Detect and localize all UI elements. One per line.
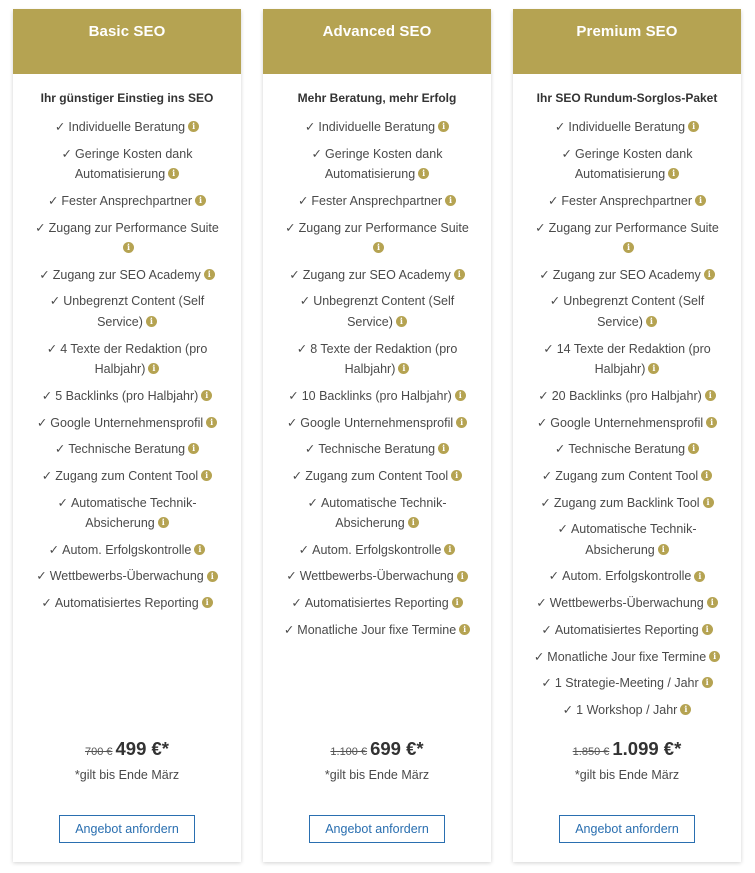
info-icon[interactable]: i xyxy=(451,470,462,481)
feature-label: Zugang zur SEO Academy xyxy=(552,267,701,282)
feature-label: Fester Ansprechpartner xyxy=(311,193,443,208)
feature-label: Zugang zum Content Tool xyxy=(555,468,699,483)
feature-label: Autom. Erfolgskontrolle xyxy=(312,542,442,557)
feature-label: Monatliche Jour fixe Termine xyxy=(547,649,707,664)
feature-item xyxy=(523,439,731,460)
check-icon: ✓ xyxy=(286,569,297,584)
info-icon[interactable]: i xyxy=(703,497,714,508)
feature-item xyxy=(523,291,731,332)
feature-label: Unbegrenzt Content (Self Service) xyxy=(313,294,455,329)
check-icon: ✓ xyxy=(39,267,50,282)
price-note: *gilt bis Ende März xyxy=(74,768,180,782)
check-icon: ✓ xyxy=(297,193,309,208)
feature-label: 1 Strategie-Meeting / Jahr xyxy=(554,676,699,691)
feature-item xyxy=(273,466,481,487)
feature-item xyxy=(523,218,731,259)
price-line xyxy=(13,738,241,764)
info-icon[interactable]: i xyxy=(454,269,465,280)
feature-item xyxy=(523,413,731,434)
pricing-block xyxy=(13,738,241,782)
feature-item xyxy=(523,519,731,560)
info-icon[interactable]: i xyxy=(694,571,705,582)
feature-item xyxy=(273,191,481,212)
check-icon: ✓ xyxy=(299,294,311,309)
feature-item xyxy=(23,386,231,407)
feature-label: Unbegrenzt Content (Self Service) xyxy=(63,294,205,329)
feature-item xyxy=(23,466,231,487)
feature-label: Zugang zum Content Tool xyxy=(305,468,449,483)
request-offer-button[interactable]: Angebot anfordern xyxy=(559,815,695,843)
feature-item xyxy=(273,339,481,380)
info-icon[interactable]: i xyxy=(452,597,463,608)
info-icon[interactable]: i xyxy=(188,121,199,132)
feature-label: Wettbewerbs-Überwachung xyxy=(299,569,454,584)
check-icon: ✓ xyxy=(54,120,66,134)
feature-item xyxy=(23,117,231,138)
feature-label: Google Unternehmensprofil xyxy=(300,415,454,430)
feature-item xyxy=(523,673,731,694)
check-icon: ✓ xyxy=(54,442,66,457)
feature-label: Unbegrenzt Content (Self Service) xyxy=(563,294,705,329)
check-icon: ✓ xyxy=(296,341,308,356)
info-icon[interactable]: i xyxy=(623,242,634,253)
check-icon: ✓ xyxy=(288,388,299,403)
info-icon[interactable]: i xyxy=(702,677,713,688)
feature-list xyxy=(13,117,241,614)
feature-label: Automatische Technik-Absicherung xyxy=(70,495,197,531)
feature-item xyxy=(273,620,481,641)
feature-item xyxy=(23,291,231,332)
feature-item xyxy=(23,265,231,286)
feature-item xyxy=(523,493,731,514)
info-icon[interactable]: i xyxy=(695,195,706,206)
plan-card-advanced xyxy=(263,10,491,862)
check-icon: ✓ xyxy=(304,120,316,134)
check-icon: ✓ xyxy=(286,415,298,430)
feature-label: Automatisiertes Reporting xyxy=(554,622,699,637)
check-icon: ✓ xyxy=(539,267,550,282)
feature-label: Individuelle Beratung xyxy=(318,120,436,134)
current-price: 1.099 €* xyxy=(612,738,682,759)
info-icon[interactable]: i xyxy=(158,517,169,528)
feature-item xyxy=(523,593,731,614)
info-icon[interactable]: i xyxy=(408,517,419,528)
check-icon: ✓ xyxy=(291,596,302,611)
feature-label: Automatische Technik-Absicherung xyxy=(320,495,447,531)
check-icon: ✓ xyxy=(561,146,573,161)
check-icon: ✓ xyxy=(48,542,60,557)
plan-title: Advanced SEO xyxy=(322,23,432,40)
feature-list xyxy=(513,117,741,720)
plan-header xyxy=(263,9,491,74)
check-icon: ✓ xyxy=(283,622,295,637)
feature-label: 14 Texte der Redaktion (pro Halbjahr) xyxy=(556,341,711,377)
plan-card-premium xyxy=(513,10,741,862)
check-icon: ✓ xyxy=(285,220,296,235)
old-price: 700 € xyxy=(84,746,113,758)
info-icon[interactable]: i xyxy=(168,168,179,179)
feature-item xyxy=(273,291,481,332)
check-icon: ✓ xyxy=(36,569,47,584)
info-icon[interactable]: i xyxy=(194,544,205,555)
feature-item xyxy=(273,144,481,185)
feature-label: Individuelle Beratung xyxy=(568,120,686,134)
check-icon: ✓ xyxy=(57,495,68,510)
check-icon: ✓ xyxy=(547,193,559,208)
info-icon[interactable]: i xyxy=(658,544,669,555)
check-icon: ✓ xyxy=(47,193,59,208)
feature-item xyxy=(523,339,731,380)
pricing-block xyxy=(263,738,491,782)
check-icon: ✓ xyxy=(49,294,61,309)
check-icon: ✓ xyxy=(35,220,46,235)
feature-label: Fester Ansprechpartner xyxy=(561,193,693,208)
check-icon: ✓ xyxy=(291,468,303,483)
feature-label: Automatisiertes Reporting xyxy=(304,596,449,611)
feature-item xyxy=(23,144,231,185)
feature-item xyxy=(273,265,481,286)
feature-label: Geringe Kosten dank Automatisierung xyxy=(324,146,443,182)
feature-label: Zugang zum Content Tool xyxy=(55,468,199,483)
info-icon[interactable]: i xyxy=(646,316,657,327)
current-price: 699 €* xyxy=(370,738,424,759)
feature-label: Geringe Kosten dank Automatisierung xyxy=(74,146,193,182)
info-icon[interactable]: i xyxy=(688,443,699,454)
info-icon[interactable]: i xyxy=(702,624,713,635)
feature-item xyxy=(523,144,731,185)
feature-label: Technische Beratung xyxy=(568,442,686,457)
feature-item xyxy=(273,493,481,534)
feature-label: 1 Workshop / Jahr xyxy=(576,702,678,717)
feature-item xyxy=(23,191,231,212)
feature-item xyxy=(523,566,731,587)
check-icon: ✓ xyxy=(61,146,73,161)
check-icon: ✓ xyxy=(562,702,574,717)
feature-label: Autom. Erfolgskontrolle xyxy=(562,569,692,584)
feature-item xyxy=(273,540,481,561)
plan-tagline: Mehr Beratung, mehr Erfolg xyxy=(297,91,457,105)
check-icon: ✓ xyxy=(535,220,546,235)
check-icon: ✓ xyxy=(557,522,568,537)
check-icon: ✓ xyxy=(307,495,318,510)
check-icon: ✓ xyxy=(311,146,323,161)
feature-label: Zugang zur Performance Suite xyxy=(298,220,469,235)
check-icon: ✓ xyxy=(41,596,52,611)
feature-label: Fester Ansprechpartner xyxy=(61,193,193,208)
feature-label: 10 Backlinks (pro Halbjahr) xyxy=(301,388,452,403)
info-icon[interactable]: i xyxy=(459,624,470,635)
feature-label: Geringe Kosten dank Automatisierung xyxy=(574,146,693,182)
info-icon[interactable]: i xyxy=(396,316,407,327)
info-icon[interactable]: i xyxy=(207,571,218,582)
feature-item xyxy=(273,566,481,587)
info-icon[interactable]: i xyxy=(398,363,409,374)
info-icon[interactable]: i xyxy=(709,651,720,662)
feature-label: Zugang zur Performance Suite xyxy=(48,220,219,235)
feature-item xyxy=(273,439,481,460)
feature-item xyxy=(523,386,731,407)
current-price: 499 €* xyxy=(115,738,170,759)
check-icon: ✓ xyxy=(540,495,551,510)
check-icon: ✓ xyxy=(41,468,53,483)
feature-label: 20 Backlinks (pro Halbjahr) xyxy=(551,388,702,403)
info-icon[interactable]: i xyxy=(204,269,215,280)
plan-header xyxy=(13,9,241,74)
info-icon[interactable]: i xyxy=(648,363,659,374)
feature-item xyxy=(273,593,481,614)
feature-item xyxy=(523,620,731,641)
check-icon: ✓ xyxy=(533,649,545,664)
feature-item xyxy=(23,493,231,534)
feature-item xyxy=(273,386,481,407)
info-icon[interactable]: i xyxy=(438,121,449,132)
info-icon[interactable]: i xyxy=(123,242,134,253)
old-price: 1.850 € xyxy=(572,746,610,758)
check-icon: ✓ xyxy=(541,676,552,691)
feature-item xyxy=(273,218,481,259)
feature-label: Zugang zum Backlink Tool xyxy=(553,495,700,510)
info-icon[interactable]: i xyxy=(706,417,717,428)
feature-label: Autom. Erfolgskontrolle xyxy=(62,542,192,557)
feature-item xyxy=(23,339,231,380)
feature-item xyxy=(23,218,231,259)
feature-label: 4 Texte der Redaktion (pro Halbjahr) xyxy=(60,341,208,377)
feature-item xyxy=(523,117,731,138)
info-icon[interactable]: i xyxy=(373,242,384,253)
info-icon[interactable]: i xyxy=(688,121,699,132)
check-icon: ✓ xyxy=(548,569,560,584)
feature-item xyxy=(523,700,731,721)
plan-tagline: Ihr SEO Rundum-Sorglos-Paket xyxy=(536,91,718,105)
check-icon: ✓ xyxy=(549,294,561,309)
feature-label: 8 Texte der Redaktion (pro Halbjahr) xyxy=(310,341,458,377)
info-icon[interactable]: i xyxy=(201,470,212,481)
check-icon: ✓ xyxy=(36,415,48,430)
pricing-block xyxy=(513,738,741,782)
info-icon[interactable]: i xyxy=(704,269,715,280)
check-icon: ✓ xyxy=(46,341,58,356)
check-icon: ✓ xyxy=(554,442,566,457)
feature-label: Automatisiertes Reporting xyxy=(54,596,199,611)
check-icon: ✓ xyxy=(541,622,552,637)
price-note: *gilt bis Ende März xyxy=(574,768,680,782)
info-icon[interactable]: i xyxy=(455,390,466,401)
feature-label: Automatische Technik-Absicherung xyxy=(570,522,697,557)
feature-label: Zugang zur Performance Suite xyxy=(548,220,719,235)
check-icon: ✓ xyxy=(543,341,554,356)
feature-label: Individuelle Beratung xyxy=(68,120,186,134)
feature-item xyxy=(523,191,731,212)
feature-item xyxy=(273,117,481,138)
feature-label: Google Unternehmensprofil xyxy=(550,415,704,430)
request-offer-button[interactable]: Angebot anfordern xyxy=(59,815,195,843)
info-icon[interactable]: i xyxy=(148,363,159,374)
info-icon[interactable]: i xyxy=(201,390,212,401)
info-icon[interactable]: i xyxy=(188,443,199,454)
check-icon: ✓ xyxy=(41,388,53,403)
feature-label: Zugang zur SEO Academy xyxy=(302,267,451,282)
feature-item xyxy=(273,413,481,434)
info-icon[interactable]: i xyxy=(418,168,429,179)
check-icon: ✓ xyxy=(304,442,316,457)
check-icon: ✓ xyxy=(554,120,566,134)
feature-item xyxy=(523,265,731,286)
feature-item xyxy=(23,593,231,614)
check-icon: ✓ xyxy=(541,468,553,483)
info-icon[interactable]: i xyxy=(705,390,716,401)
feature-label: 5 Backlinks (pro Halbjahr) xyxy=(55,388,199,403)
feature-label: Wettbewerbs-Überwachung xyxy=(49,569,204,584)
feature-item xyxy=(23,540,231,561)
info-icon[interactable]: i xyxy=(438,443,449,454)
feature-item xyxy=(23,566,231,587)
price-line xyxy=(513,738,741,764)
feature-list xyxy=(263,117,491,640)
feature-label: Zugang zur SEO Academy xyxy=(52,267,201,282)
info-icon[interactable]: i xyxy=(456,417,467,428)
feature-item xyxy=(23,439,231,460)
feature-item xyxy=(523,466,731,487)
check-icon: ✓ xyxy=(298,542,310,557)
info-icon[interactable]: i xyxy=(195,195,206,206)
plan-card-basic xyxy=(13,10,241,862)
price-line xyxy=(263,738,491,764)
check-icon: ✓ xyxy=(538,388,549,403)
feature-label: Technische Beratung xyxy=(318,442,436,457)
request-offer-button[interactable]: Angebot anfordern xyxy=(309,815,445,843)
price-note: *gilt bis Ende März xyxy=(324,768,430,782)
info-icon[interactable]: i xyxy=(680,704,691,715)
plan-title: Basic SEO xyxy=(88,23,166,40)
info-icon[interactable]: i xyxy=(668,168,679,179)
old-price: 1.100 € xyxy=(330,746,368,758)
info-icon[interactable]: i xyxy=(146,316,157,327)
feature-item xyxy=(23,413,231,434)
info-icon[interactable]: i xyxy=(206,417,217,428)
feature-label: Google Unternehmensprofil xyxy=(50,415,204,430)
feature-item xyxy=(523,647,731,668)
check-icon: ✓ xyxy=(536,596,547,611)
info-icon[interactable]: i xyxy=(444,544,455,555)
plan-title: Premium SEO xyxy=(576,23,678,40)
info-icon[interactable]: i xyxy=(701,470,712,481)
feature-label: Wettbewerbs-Überwachung xyxy=(549,596,704,611)
info-icon[interactable]: i xyxy=(707,597,718,608)
feature-label: Technische Beratung xyxy=(68,442,186,457)
info-icon[interactable]: i xyxy=(457,571,468,582)
info-icon[interactable]: i xyxy=(445,195,456,206)
plan-tagline: Ihr günstiger Einstieg ins SEO xyxy=(40,91,214,105)
check-icon: ✓ xyxy=(289,267,300,282)
info-icon[interactable]: i xyxy=(202,597,213,608)
check-icon: ✓ xyxy=(536,415,548,430)
feature-label: Monatliche Jour fixe Termine xyxy=(297,622,457,637)
plan-header xyxy=(513,9,741,74)
